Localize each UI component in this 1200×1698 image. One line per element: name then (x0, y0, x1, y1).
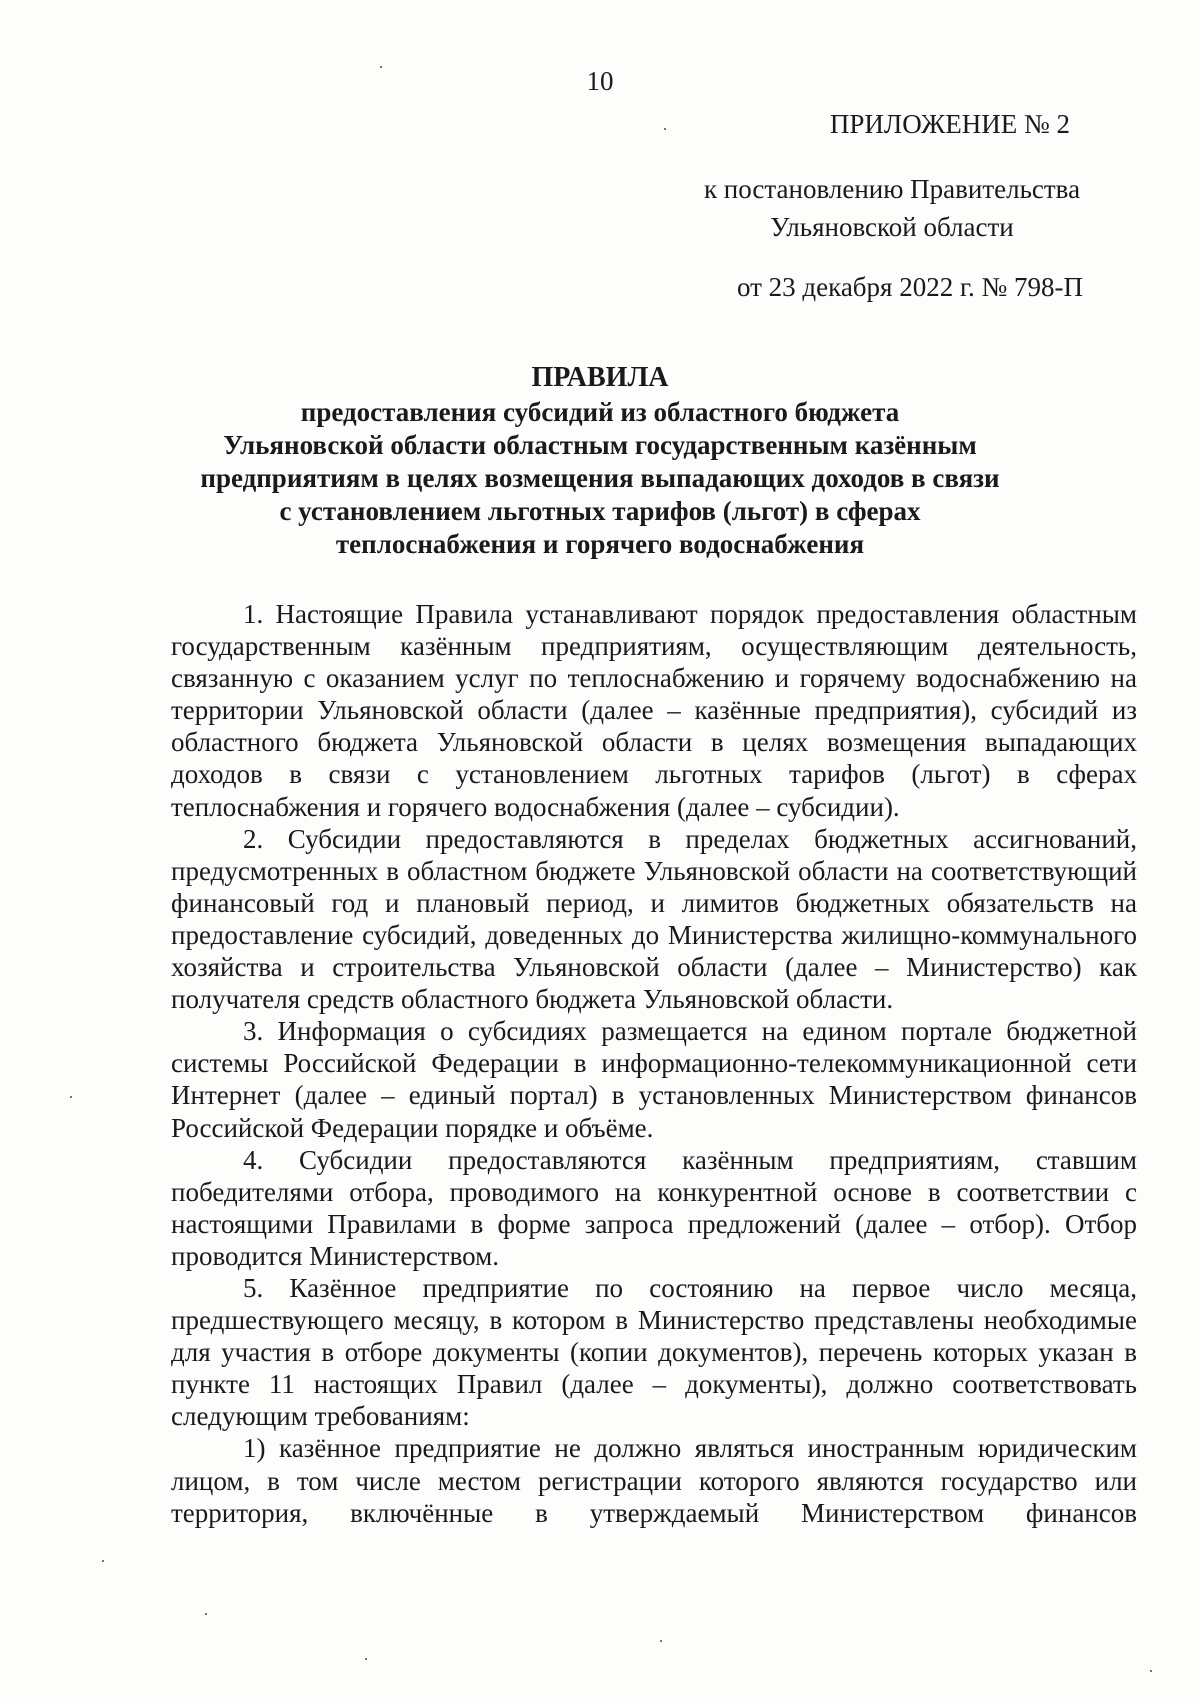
appendix-reference-line-2: Ульяновской области (770, 212, 1014, 242)
scan-speck (660, 1640, 662, 1642)
document-title-line-1: предоставления субсидий из областного бюджета (300, 397, 900, 427)
appendix-date: от 23 декабря 2022 г. № 798-П (736, 272, 1083, 302)
document-title-line-5: теплоснабжения и горячего водоснабжения (335, 529, 865, 559)
scan-speck (380, 66, 382, 68)
paragraph-2: 2. Субсидии предоставляются в пределах бюджетных ассигнований, предусмотренных в областном бюджете Ульяновской области на соответствующий финансовый год и плановый период, и лимитов бюджетных обязательств на предоставление субсидий, доведенных до Министерства жилищно-коммунального хозяйства и строительства Ульяновской области (далее – Министерство) как получателя средств областного бюджета Ульяновской области. (171, 823, 1137, 1015)
document-title-line-3: предприятиям в целях возмещения выпадающих доходов в связи (200, 463, 1000, 493)
scan-speck (1150, 1670, 1152, 1672)
paragraph-1: 1. Настоящие Правила устанавливают порядок предоставления областным государственным казённым предприятиям, осуществляющим деятельность, связанную с оказанием услуг по теплоснабжению и горячему водоснабжению на территории Ульяновской области (далее – казённые предприятия), субсидий из областного бюджета Ульяновской области в целях возмещения выпадающих доходов в связи с установлением льготных тарифов (льгот) в сферах теплоснабжения и горячего водоснабжения (далее – субсидии). (171, 599, 1137, 822)
scan-speck (102, 1560, 104, 1562)
paragraph-5-item-1: 1) казённое предприятие не должно являться иностранным юридическим лицом, в том числе местом регистрации которого являются государство или территория, включённые в утверждаемый Министерством финансов (171, 1433, 1137, 1528)
scan-speck (664, 128, 666, 130)
document-title (190, 361, 1010, 561)
document-title-line-2: Ульяновской области областным государственным казённым (223, 430, 977, 460)
paragraph-3: 3. Информация о субсидиях размещается на едином портале бюджетной системы Российской Федерации в информационно-телекоммуникационной сети Интернет (далее – единый портал) в установленных Министерством финансов Российской Федерации порядке и объёме. (171, 1016, 1137, 1143)
appendix-reference-line-1: к постановлению Правительства (703, 174, 1081, 204)
paragraph-4: 4. Субсидии предоставляются казённым предприятиям, ставшим победителями отбора, проводимого на конкурентной основе в соответствии с настоящими Правилами в форме запроса предложений (далее – отбор). Отбор проводится Министерством. (171, 1144, 1137, 1271)
paragraph-5: 5. Казённое предприятие по состоянию на первое число месяца, предшествующего месяцу, в котором в Министерство представлены необходимые для участия в отборе документы (копии документов), перечень которых указан в пункте 11 настоящих Правил (далее – документы), должно соответствовать следующим требованиям: (171, 1272, 1137, 1432)
page-number: 10 (586, 66, 614, 96)
appendix-title: ПРИЛОЖЕНИЕ № 2 (829, 109, 1070, 139)
document-body (171, 598, 1137, 1529)
scan-speck (205, 1613, 207, 1615)
document-title-line-4: с установлением льготных тарифов (льгот) в сферах (279, 496, 921, 526)
document-heading: ПРАВИЛА (531, 362, 669, 393)
scan-speck (70, 1096, 72, 1098)
appendix-reference (697, 170, 1087, 246)
scan-speck (365, 1658, 367, 1660)
